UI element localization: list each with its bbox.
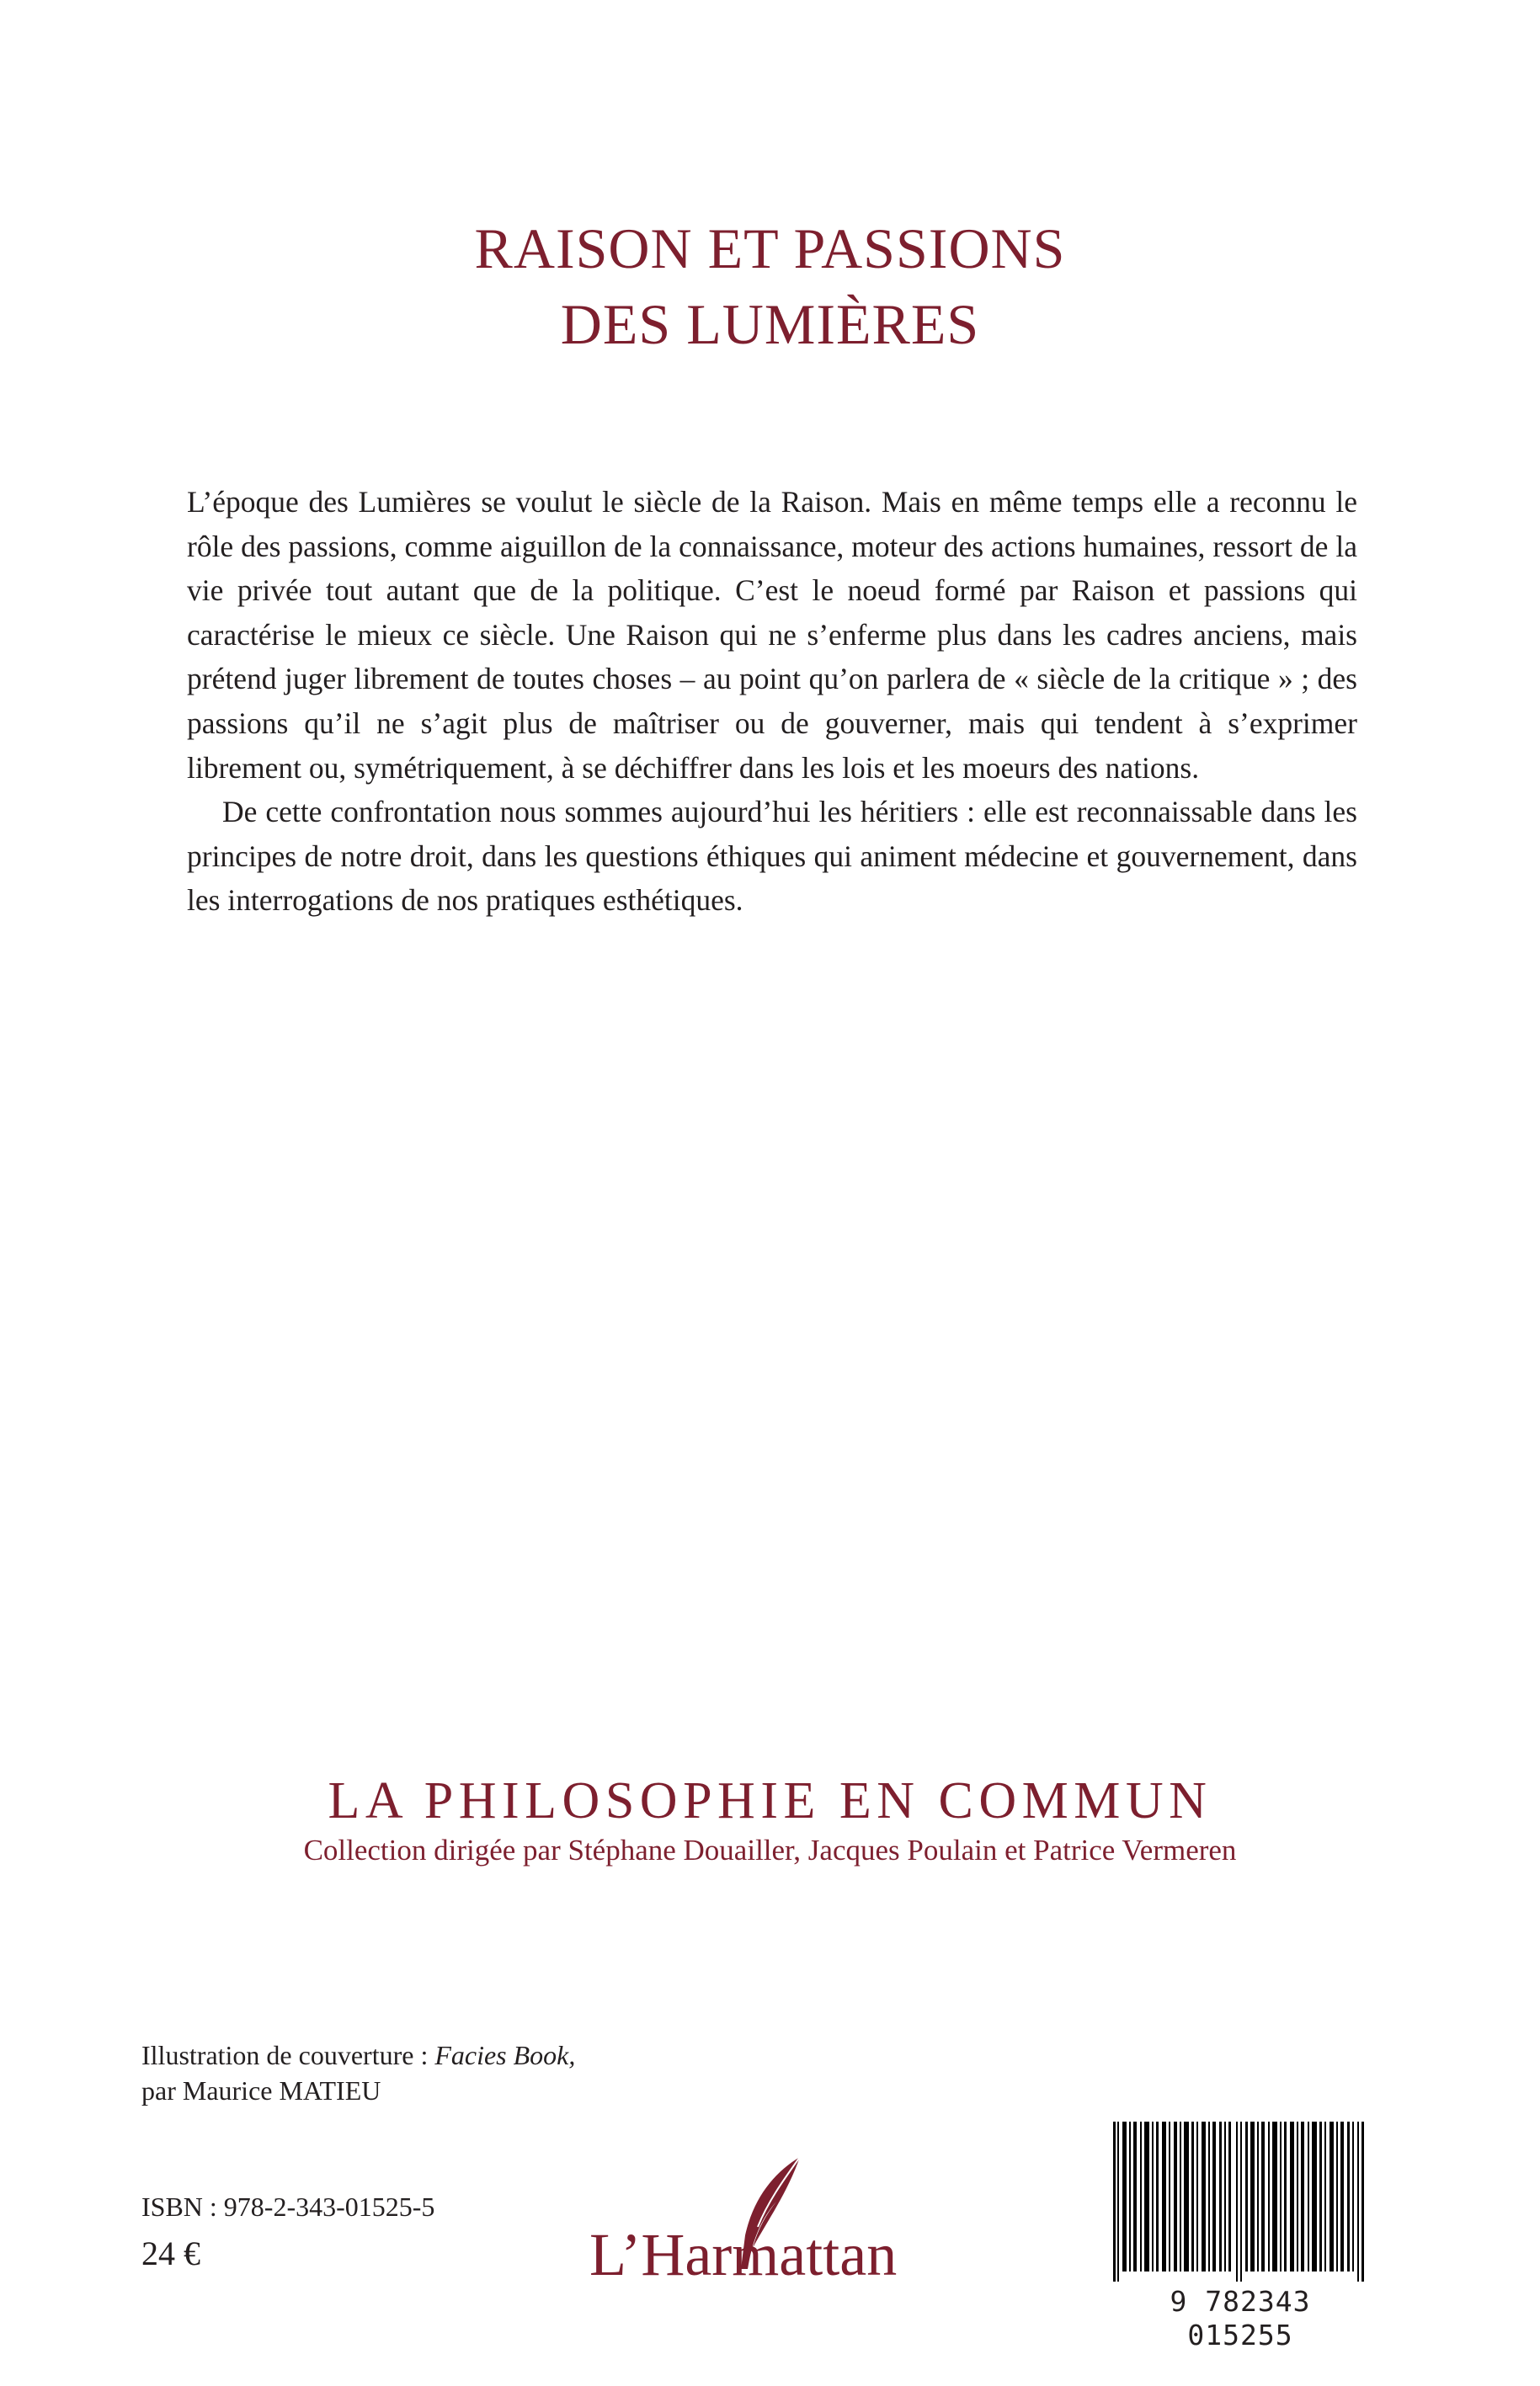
credits-line-1 <box>141 2037 575 2073</box>
barcode <box>1110 2122 1371 2351</box>
blurb-paragraph-2: De cette confrontation nous sommes aujourd’hui les héritiers : elle est reconnaissable dans les principes de notre droit, dans les questions éthiques qui animent médecine et gouvernement, dans les interrogations de nos pratiques esthétiques. <box>187 795 1357 918</box>
publisher-logo <box>589 2155 943 2290</box>
book-title <box>0 210 1540 362</box>
price: 24 € <box>141 2234 200 2272</box>
barcode-bars <box>1110 2122 1371 2282</box>
publisher-name: L’Harmattan <box>589 2221 898 2288</box>
isbn: ISBN : 978-2-343-01525-5 <box>141 2192 435 2222</box>
book-title-line-1: RAISON ET PASSIONS <box>474 216 1066 280</box>
blurb <box>187 480 1357 923</box>
collection-block <box>0 1770 1540 1869</box>
collection-directors: Collection dirigée par Stéphane Douailler, Jacques Poulain et Patrice Vermeren <box>303 1834 1237 1867</box>
collection-name: LA PHILOSOPHIE EN COMMUN <box>328 1772 1212 1829</box>
cover-credits <box>141 2037 575 2108</box>
credits-prefix: Illustration de couverture : <box>141 2040 435 2070</box>
book-title-line-2: DES LUMIÈRES <box>560 292 980 356</box>
credits-work-title: Facies Book, <box>434 2040 576 2070</box>
barcode-digits: 9 782343 015255 <box>1170 2285 1311 2351</box>
blurb-paragraph-1: L’époque des Lumières se voulut le siècle de la Raison. Mais en même temps elle a reconnu le rôle des passions, comme aiguillon de la connaissance, moteur des actions humaines, ressort de la vie privée tout autant que de la politique. C’est le noeud formé par Raison et passions qui caractérise le mieux ce siècle. Une Raison qui ne s’enferme plus dans les cadres anciens, mais prétend juger librement de toutes choses – au point qu’on parlera de « siècle de la critique » ; des passions qu’il ne s’agit plus de maîtriser ou de gouverner, mais qui tendent à s’exprimer librement ou, symétriquement, à se déchiffrer dans les lois et les moeurs des nations. <box>187 485 1357 785</box>
credits-artist: par Maurice MATIEU <box>141 2075 381 2106</box>
